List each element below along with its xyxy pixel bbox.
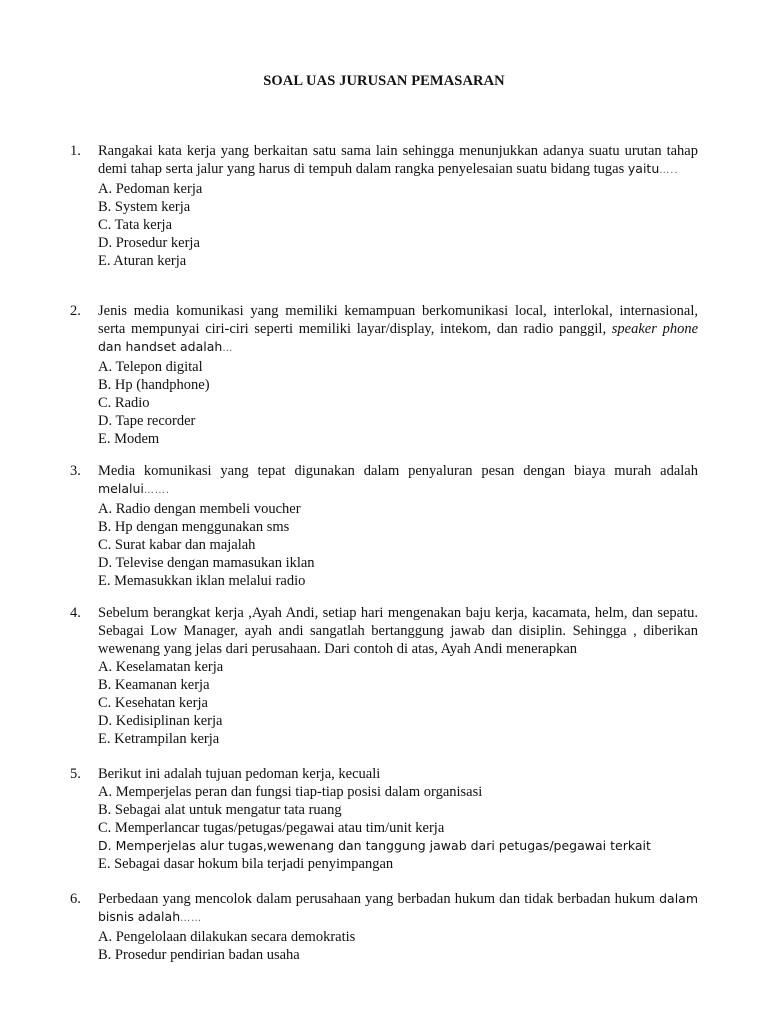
question-text <box>98 604 698 658</box>
option-c: C. Radio <box>98 395 150 411</box>
question-3 <box>70 462 698 590</box>
option-a: A. Memperjelas peran dan fungsi tiap-tiap posisi dalam organisasi <box>98 784 483 800</box>
question-text-main: Media komunikasi yang tepat digunakan dalam penyaluran pesan dengan biaya murah adalah <box>98 463 698 479</box>
answer-blank-dots: … <box>222 343 234 354</box>
question-text-main: Rangakai kata kerja yang berkaitan satu sama lain sehingga menunjukkan adanya suatu urutan tahap demi tahap serta jalur yang harus di tempuh dalam rangka penyelesaian suatu bidang tugas <box>98 143 698 177</box>
option-b: B. Sebagai alat untuk mengatur tata ruang <box>98 802 342 818</box>
question-text-italic: speaker phone <box>611 321 698 337</box>
option-b: B. Hp (handphone) <box>98 377 210 393</box>
option-list <box>98 358 698 448</box>
question-text-tail: yaitu <box>627 161 660 176</box>
question-text <box>98 302 698 358</box>
question-number: 1. <box>70 143 81 159</box>
option-c: C. Surat kabar dan majalah <box>98 537 256 553</box>
question-text-tail: dan handset adalah <box>98 339 223 354</box>
option-list <box>98 658 698 748</box>
question-5 <box>70 765 698 873</box>
question-text-main: Perbedaan yang mencolok dalam perusahaan yang berbadan hukum dan tidak berbadan hukum <box>98 891 660 907</box>
question-text <box>98 890 698 928</box>
option-d: D. Memperjelas alur tugas,wewenang dan tanggung jawab dari petugas/pegawai terkait <box>98 838 651 853</box>
question-text-tail: melalui <box>98 481 144 496</box>
option-a: A. Radio dengan membeli voucher <box>98 501 301 517</box>
question-number: 5. <box>70 766 81 782</box>
option-e: E. Modem <box>98 431 160 447</box>
answer-blank-dots: ……. <box>143 485 171 496</box>
question-text-main: Sebelum berangkat kerja ,Ayah Andi, setiap hari mengenakan baju kerja, kacamata, helm, dan sepatu. Sebagai Low Manager, ayah andi sangatlah bertanggung jawab dan disiplin. Sehingga , diberikan wewenang yang jelas dari perusahaan. Dari contoh di atas, Ayah Andi menerapkan <box>98 605 698 657</box>
question-text-main: Jenis media komunikasi yang memiliki kemampuan berkomunikasi local, interlokal, internasional, serta mempunyai ciri-ciri seperti memiliki layar/display, intekom, dan radio panggil, <box>98 303 698 337</box>
option-a: A. Keselamatan kerja <box>98 659 224 675</box>
option-c: C. Tata kerja <box>98 217 173 233</box>
option-c: C. Memperlancar tugas/petugas/pegawai atau tim/unit kerja <box>98 820 445 836</box>
option-b: B. System kerja <box>98 199 191 215</box>
page-title: SOAL UAS JURUSAN PEMASARAN <box>263 73 505 89</box>
option-a: A. Pengelolaan dilakukan secara demokratis <box>98 929 356 945</box>
question-number: 4. <box>70 605 81 621</box>
answer-blank-dots: …… <box>180 913 203 924</box>
question-text-main: Berikut ini adalah tujuan pedoman kerja, kecuali <box>98 766 381 782</box>
question-number: 3. <box>70 463 81 479</box>
answer-blank-dots: ….. <box>659 165 679 176</box>
option-e: E. Memasukkan iklan melalui radio <box>98 573 306 589</box>
option-d: D. Tape recorder <box>98 413 196 429</box>
question-number: 6. <box>70 891 81 907</box>
option-e: E. Aturan kerja <box>98 253 187 269</box>
option-b: B. Keamanan kerja <box>98 677 210 693</box>
question-text <box>98 462 698 500</box>
question-6 <box>70 890 698 964</box>
option-b: B. Hp dengan menggunakan sms <box>98 519 290 535</box>
option-b: B. Prosedur pendirian badan usaha <box>98 947 300 963</box>
option-list <box>98 180 698 270</box>
option-a: A. Telepon digital <box>98 359 203 375</box>
question-4 <box>70 604 698 748</box>
question-1 <box>70 142 698 270</box>
question-number: 2. <box>70 303 81 319</box>
option-e: E. Ketrampilan kerja <box>98 731 220 747</box>
option-c: C. Kesehatan kerja <box>98 695 208 711</box>
option-d: D. Televise dengan mamasukan iklan <box>98 555 315 571</box>
option-a: A. Pedoman kerja <box>98 181 203 197</box>
option-d: D. Prosedur kerja <box>98 235 200 251</box>
question-text-tail: dalam bisnis adalah <box>98 891 698 924</box>
option-e: E. Sebagai dasar hokum bila terjadi penyimpangan <box>98 856 394 872</box>
option-d: D. Kedisiplinan kerja <box>98 713 223 729</box>
option-list <box>98 500 698 590</box>
option-list <box>98 928 698 964</box>
question-text <box>98 142 698 180</box>
question-text <box>98 765 698 783</box>
question-2 <box>70 302 698 448</box>
option-list <box>98 783 698 873</box>
